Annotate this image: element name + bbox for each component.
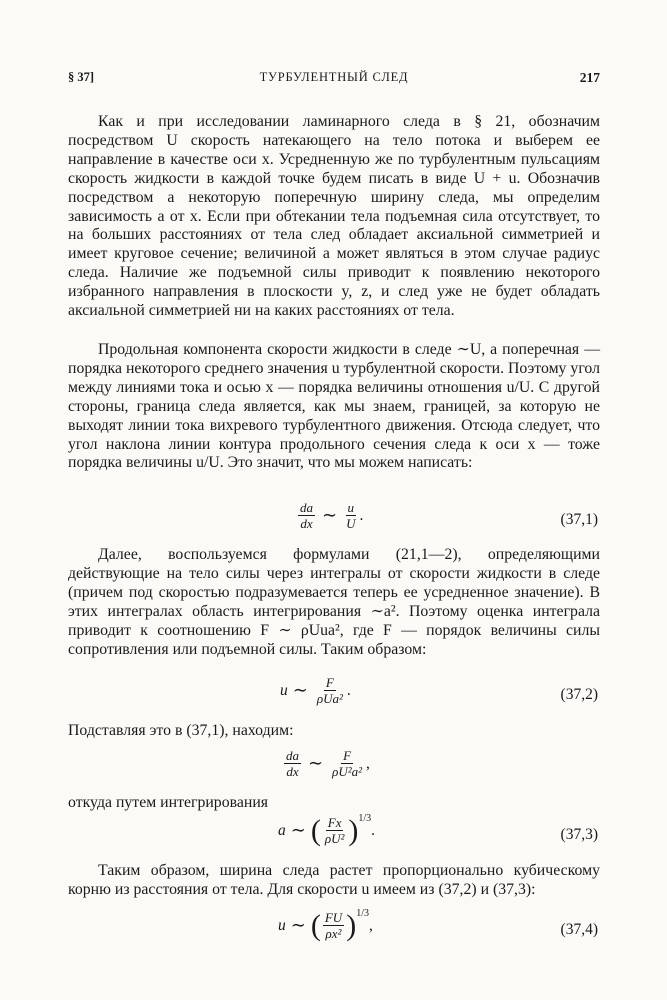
page-number: 217	[579, 70, 600, 85]
eq2-rhs-num: F	[325, 675, 334, 690]
eq3-rhs-num: F	[343, 748, 352, 763]
running-header	[68, 70, 600, 90]
eq5-rhs-num: FU	[324, 910, 343, 925]
paragraph-1	[68, 113, 600, 321]
paragraph-3	[68, 546, 600, 659]
eq2-rel: ∼	[292, 680, 308, 700]
eq5-lhs: u	[278, 916, 286, 934]
running-title: ТУРБУЛЕНТНЫЙ СЛЕД	[259, 70, 409, 84]
eq1-lhs-num: da	[300, 500, 313, 515]
eq3-tail: ,	[366, 754, 370, 772]
paragraph-2	[68, 341, 600, 473]
eq4-exp: 1/3	[358, 813, 372, 824]
eq2-rhs-den: ρUa²	[316, 691, 343, 706]
equation-37-4: u ∼ ( $\frac{FU}{\text{ρx²}}$ ) 1/3 , (37,4)	[278, 908, 598, 942]
eq1-lhs-den: dx	[300, 516, 313, 531]
eq1-rel: ∼	[322, 505, 338, 525]
eq4-label: (37,3)	[560, 826, 598, 843]
section-mark: § 37]	[68, 70, 95, 84]
eq5-tail: ,	[368, 916, 373, 934]
eq1-rhs-den: U	[346, 516, 356, 531]
eq4-tail: .	[371, 821, 376, 839]
paragraph-3-text: Далее, воспользуемся формулами (21,1—2), определяющими действующие на тело силы через интегралы от скорости жидкости в следе (причем под скоростью подразумевается теперь ее усредненное значение). В этих интегралах область интегрирования ∼a². Поэтому оценка интеграла приводит к соотношению F ∼ ρUua², где F — порядок величины силы сопротивления или подъемной силы. Таким образом:	[68, 546, 600, 658]
eq4-rel: ∼	[290, 820, 306, 840]
eq2-lhs: u	[280, 681, 288, 699]
eq2-label: (37,2)	[560, 686, 598, 703]
eq3-rel: ∼	[308, 753, 324, 773]
equation-37-2	[68, 675, 600, 715]
equation-37-1	[68, 500, 600, 540]
paragraph-4	[68, 722, 600, 741]
eq5-rel: ∼	[290, 915, 306, 935]
eq1-label: (37,1)	[560, 511, 598, 528]
eq3-rhs-den: ρU²a²	[332, 764, 363, 779]
equation-37-3: a ∼ ( $\frac{Fx}{\text{ρU²}}$ ) 1/3 . (37,3)	[278, 813, 598, 847]
eq5-rhs-den: ρx²	[325, 926, 342, 941]
paragraph-4-text: Подставляя это в (37,1), находим:	[68, 722, 294, 739]
paragraph-1-text: Как и при исследовании ламинарного следа в § 21, обозначим посредством U скорость натекающего на тело потока и выберем ее направление в качестве оси x. Усредненную же по турбулентным пульсациям скорость жидкости в каждой точке будем писать в виде U + u. Обозначив посредством a некоторую поперечную ширину следа, мы определим зависимость a от x. Если при обтекании тела подъемная сила отсутствует, то на больших расстояниях от тела след обладает аксиальной симметрией и имеет круговое сечение; величиной a может являться в этом случае радиус следа. Наличие же подъемной силы приводит к появлению некоторого избранного направления в плоскости y, z, и след уже не будет обладать аксиальной симметрией ни на каких расстояниях от тела.	[68, 113, 600, 320]
eq2-tail: .	[346, 681, 351, 699]
paragraph-5	[68, 794, 600, 813]
eq1-tail: .	[359, 506, 364, 524]
paragraph-2-text: Продольная компонента скорости жидкости в следе ∼U, а поперечная — порядка некоторого среднего значения u турбулентной скорости. Поэтому угол между линиями тока и осью x — порядка величины отношения u/U. С другой стороны, граница следа является, как мы знаем, границей, за которую не выходят линии тока вихревого турбулентного движения. Отсюда следует, что угол наклона линии контура продольного сечения следа к оси x — тоже порядка величины u/U. Это значит, что мы можем написать:	[68, 341, 600, 472]
eq1-rhs-num: u	[347, 500, 355, 515]
eq4-rhs-num: Fx	[327, 815, 342, 830]
eq3-lhs-den: dx	[286, 764, 299, 779]
eq4-rhs-den: ρU²	[324, 831, 345, 846]
paragraph-6	[68, 862, 600, 900]
paragraph-5-text: откуда путем интегрирования	[68, 794, 269, 811]
eq5-exp: 1/3	[356, 908, 369, 919]
eq5-label: (37,4)	[560, 921, 598, 938]
paragraph-6-text: Таким образом, ширина следа растет пропорционально кубическому корню из расстояния от тела. Для скорости u имеем из (37,2) и (37,3):	[68, 862, 600, 898]
eq3-lhs-num: da	[286, 748, 299, 763]
eq4-lhs: a	[278, 821, 286, 839]
equation-unnumbered	[68, 748, 600, 788]
